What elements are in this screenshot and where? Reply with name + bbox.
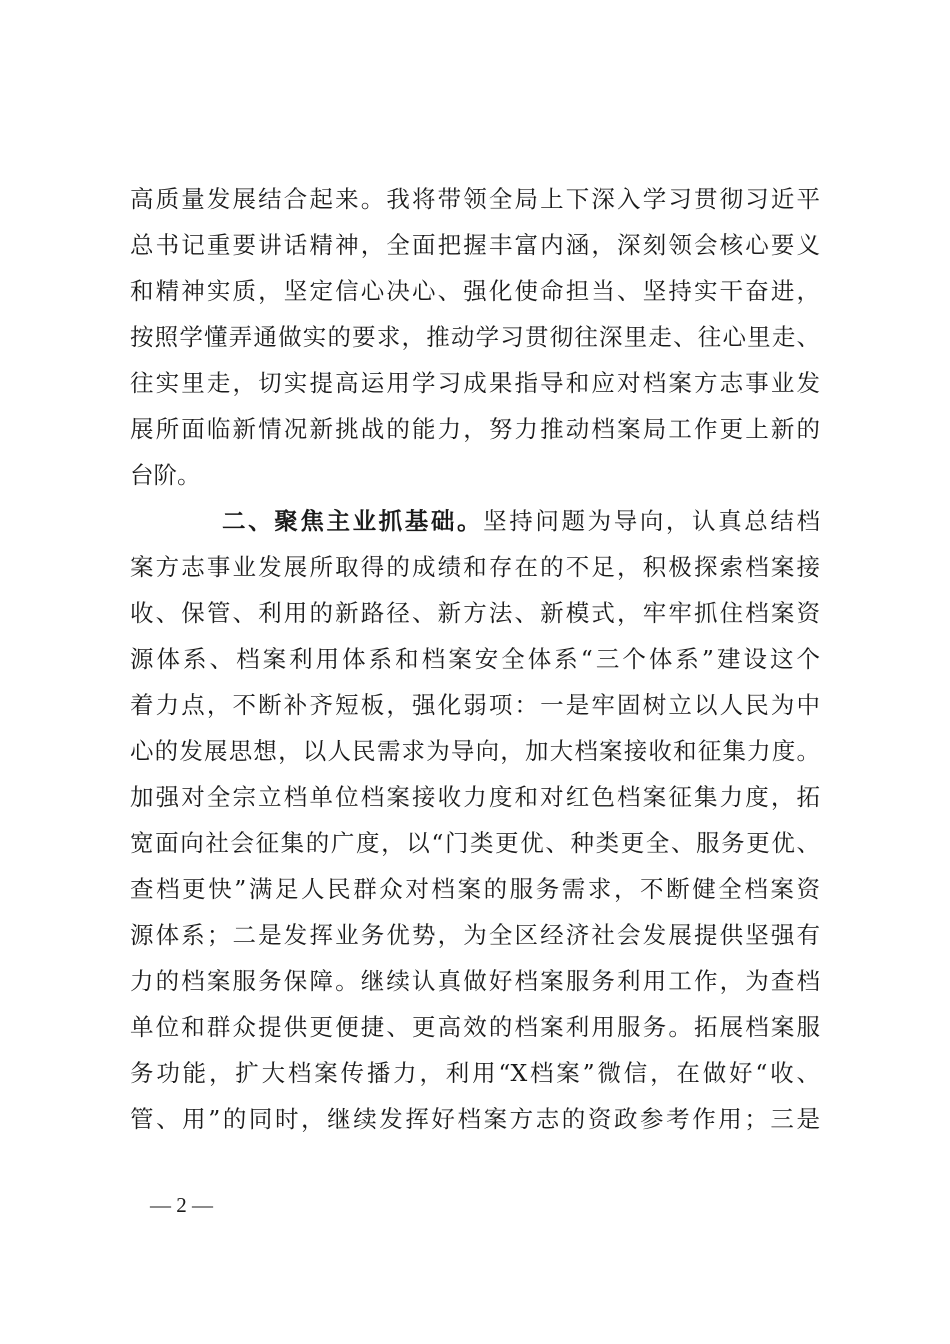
paragraph-line: 务功能，扩大档案传播力，利用“X档案”微信，在做好“收、 [130, 1059, 820, 1087]
paragraph-line: 和精神实质，坚定信心决心、强化使命担当、坚持实干奋进， [130, 277, 820, 305]
paragraph-line: 案方志事业发展所取得的成绩和存在的不足，积极探索档案接 [130, 553, 820, 581]
paragraph-line: 展所面临新情况新挑战的能力，努力推动档案局工作更上新的 [130, 415, 820, 443]
paragraph-line: 力的档案服务保障。继续认真做好档案服务利用工作，为查档 [130, 967, 820, 995]
paragraph-line: 源体系；二是发挥业务优势，为全区经济社会发展提供坚强有 [130, 921, 820, 949]
page-number: — 2 — [150, 1193, 213, 1217]
paragraph-line: 高质量发展结合起来。我将带领全局上下深入学习贯彻习近平 [130, 185, 820, 213]
paragraph-line: 单位和群众提供更便捷、更高效的档案利用服务。拓展档案服 [130, 1013, 820, 1041]
paragraph-first-line [222, 498, 820, 544]
paragraph-line: 加强对全宗立档单位档案接收力度和对红色档案征集力度，拓 [130, 783, 820, 811]
paragraph-text: 坚持问题为导向，认真总结档 [483, 507, 821, 535]
paragraph-line: 收、保管、利用的新路径、新方法、新模式，牢牢抓住档案资 [130, 599, 820, 627]
paragraph-line: 源体系、档案利用体系和档案安全体系“三个体系”建设这个 [130, 645, 820, 673]
paragraph-line: 往实里走，切实提高运用学习成果指导和应对档案方志事业发 [130, 369, 820, 397]
paragraph-line: 总书记重要讲话精神，全面把握丰富内涵，深刻领会核心要义 [130, 231, 820, 259]
paragraph-line: 台阶。 [130, 461, 201, 489]
paragraph-line: 管、用”的同时，继续发挥好档案方志的资政参考作用；三是 [130, 1105, 820, 1133]
paragraph-line: 按照学懂弄通做实的要求，推动学习贯彻往深里走、往心里走、 [130, 323, 820, 351]
paragraph-line: 心的发展思想，以人民需求为导向，加大档案接收和征集力度。 [130, 737, 820, 765]
section-heading: 二、聚焦主业抓基础。 [222, 507, 484, 535]
paragraph-line: 宽面向社会征集的广度，以“门类更优、种类更全、服务更优、 [130, 829, 820, 857]
paragraph-line: 着力点，不断补齐短板，强化弱项：一是牢固树立以人民为中 [130, 691, 820, 719]
paragraph-line: 查档更快”满足人民群众对档案的服务需求，不断健全档案资 [130, 875, 820, 903]
